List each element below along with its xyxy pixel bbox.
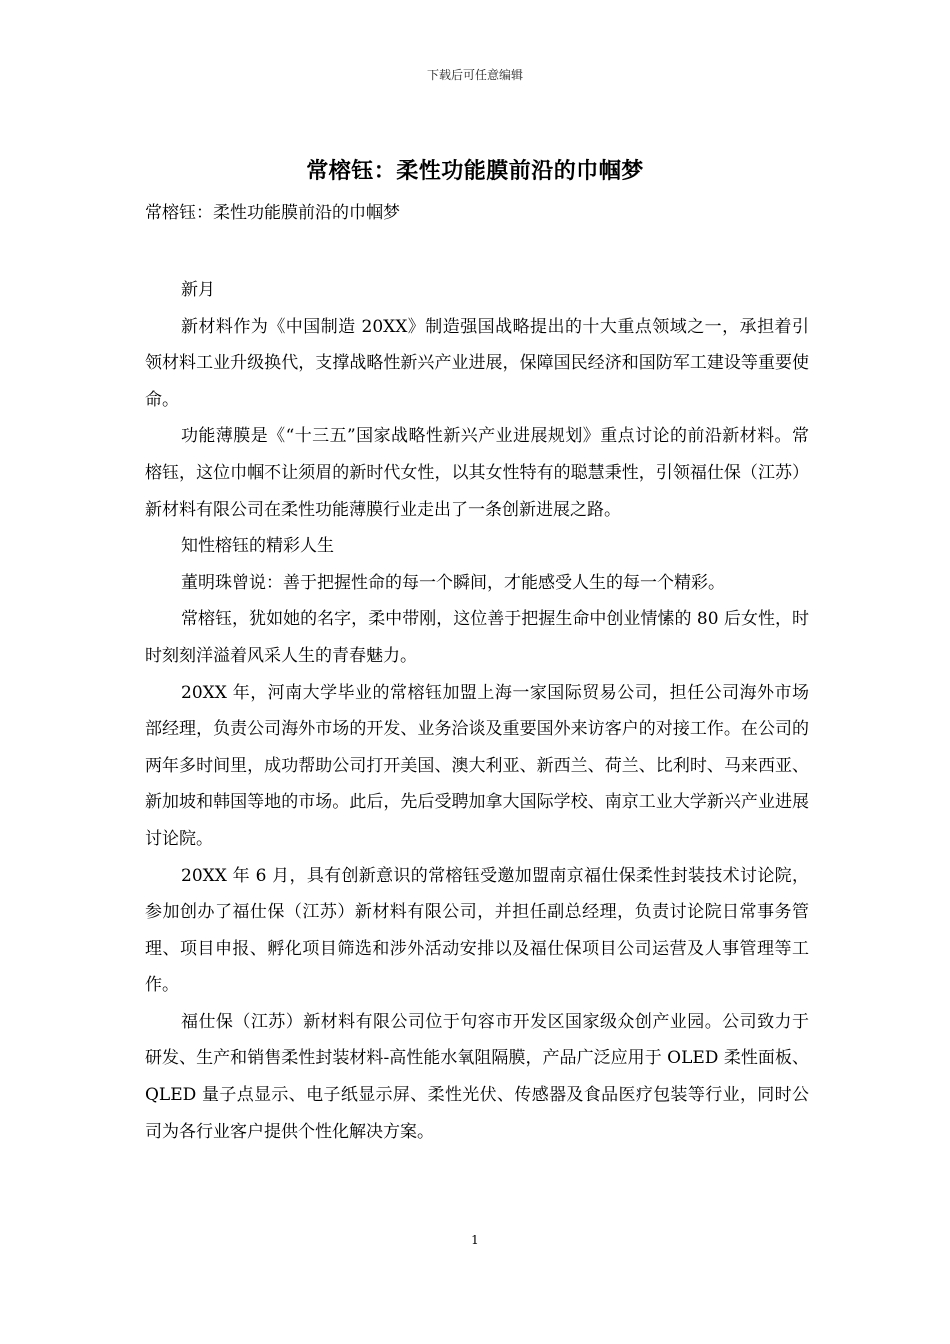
document-subtitle: 常榕钰：柔性功能膜前沿的巾帼梦 xyxy=(145,203,400,223)
page-number: 1 xyxy=(471,1233,479,1247)
paragraph: 20XX 年，河南大学毕业的常榕钰加盟上海一家国际贸易公司，担任公司海外市场部经理，负责公司海外市场的开发、业务洽谈及重要国外来访客户的对接工作。在公司的两年多时间里，成功帮助公司打开美国、澳大利亚、新西兰、荷兰、比利时、马来西亚、新加坡和韩国等地的市场。此后，先后受聘加拿大国际学校、南京工业大学新兴产业进展讨论院。 xyxy=(145,682,809,849)
paragraph: 20XX 年 6 月，具有创新意识的常榕钰受邀加盟南京福仕保柔性封装技术讨论院，参加创办了福仕保（江苏）新材料有限公司，并担任副总经理，负责讨论院日常事务管理、项目申报、孵化项目筛选和涉外活动安排以及福仕保项目公司运营及人事管理等工作。 xyxy=(145,865,809,996)
document-title: 常榕钰：柔性功能膜前沿的巾帼梦 xyxy=(306,158,644,184)
paragraph: 新月 xyxy=(181,280,215,300)
document-body xyxy=(145,272,809,1150)
section-heading: 知性榕钰的精彩人生 xyxy=(181,536,334,557)
paragraph: 常榕钰，犹如她的名字，柔中带刚，这位善于把握生命中创业情愫的 80 后女性，时时刻刻洋溢着风采人生的青春魅力。 xyxy=(145,609,809,666)
paragraph: 新材料作为《中国制造 20XX》制造强国战略提出的十大重点领域之一，承担着引领材料工业升级换代，支撑战略性新兴产业进展，保障国民经济和国防军工建设等重要使命。 xyxy=(145,316,809,410)
page-header: 下载后可任意编辑 xyxy=(426,68,523,82)
paragraph: 董明珠曾说：善于把握性命的每一个瞬间，才能感受人生的每一个精彩。 xyxy=(181,572,725,593)
paragraph: 功能薄膜是《“十三五”国家战略性新兴产业进展规划》重点讨论的前沿新材料。常榕钰，这位巾帼不让须眉的新时代女性，以其女性特有的聪慧秉性，引领福仕保（江苏）新材料有限公司在柔性功能薄膜行业走出了一条创新进展之路。 xyxy=(145,426,809,520)
paragraph: 福仕保（江苏）新材料有限公司位于句容市开发区国家级众创产业园。公司致力于研发、生产和销售柔性封装材料-高性能水氧阻隔膜，产品广泛应用于 OLED 柔性面板、QLED 量子点显示、电子纸显示屏、柔性光伏、传感器及食品医疗包装等行业，同时公司为各行业客户提供个性化解决方案。 xyxy=(145,1011,809,1142)
